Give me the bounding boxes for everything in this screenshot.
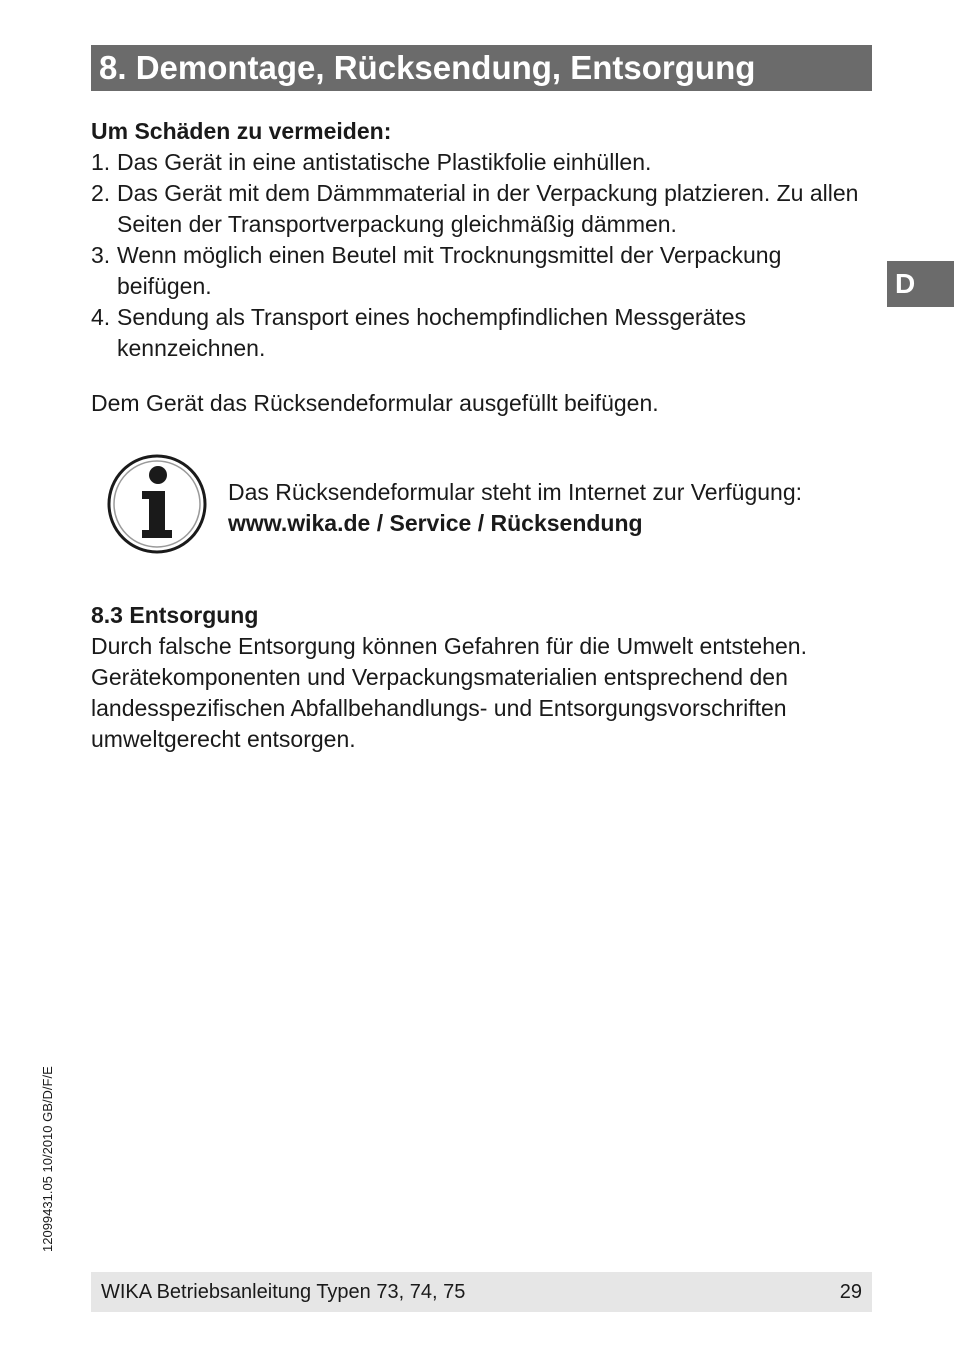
disposal-text: Durch falsche Entsorgung können Gefahren für die Umwelt entstehen. Gerätekomponenten und Verpackungsmaterialien entsprechend den landesspezifischen Abfallbehandlungs- und Entsorgungsvorschriften umweltgerecht entsorgen.	[91, 633, 807, 752]
page-number: 29	[839, 1281, 862, 1303]
disposal-section	[91, 600, 872, 755]
info-icon	[106, 453, 208, 555]
packing-list	[91, 147, 872, 364]
packing-heading: Um Schäden zu vermeiden:	[91, 118, 392, 144]
return-form-note: Dem Gerät das Rücksendeformular ausgefüllt beifügen.	[91, 390, 659, 416]
list-text: Wenn möglich einen Beutel mit Trocknungsmittel der Verpackung beifügen.	[117, 242, 782, 299]
section-title: 8. Demontage, Rücksendung, Entsorgung	[91, 45, 872, 91]
list-number: 4.	[91, 304, 111, 330]
footer-title: WIKA Betriebsanleitung Typen 73, 74, 75	[101, 1281, 466, 1303]
list-number: 3.	[91, 242, 111, 268]
document-code: 12099431.05 10/2010 GB/D/F/E	[40, 1066, 55, 1252]
info-link: www.wika.de / Service / Rücksendung	[228, 510, 643, 536]
list-item	[91, 302, 872, 364]
list-text: Sendung als Transport eines hochempfindlichen Messgerätes kennzeichnen.	[117, 304, 747, 361]
list-number: 1.	[91, 149, 111, 175]
language-tab: D	[887, 261, 954, 307]
page-footer	[91, 1272, 872, 1312]
list-text: Das Gerät mit dem Dämmmaterial in der Verpackung platzieren. Zu allen Seiten der Transportverpackung gleichmäßig dämmen.	[117, 180, 859, 237]
disposal-heading: 8.3 Entsorgung	[91, 602, 259, 628]
packing-instructions	[91, 116, 872, 419]
list-item	[91, 178, 872, 240]
info-line: Das Rücksendeformular steht im Internet zur Verfügung:	[228, 479, 803, 505]
list-text: Das Gerät in eine antistatische Plastikfolie einhüllen.	[117, 149, 652, 175]
list-item	[91, 147, 872, 178]
info-box	[106, 453, 872, 558]
list-item	[91, 240, 872, 302]
list-number: 2.	[91, 180, 111, 206]
